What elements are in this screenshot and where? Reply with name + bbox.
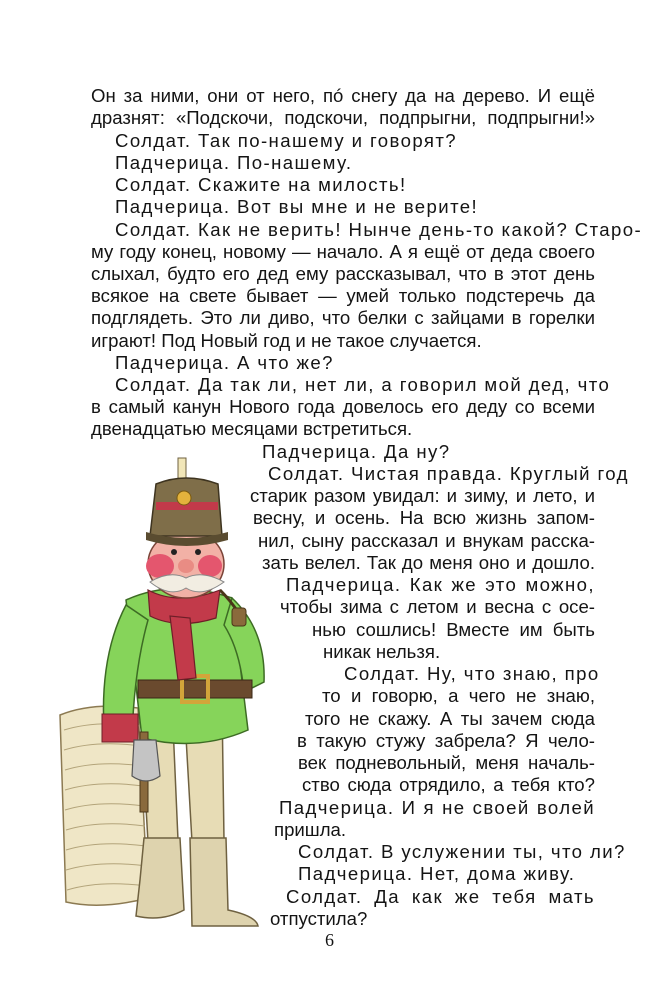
- text-line: зать велел. Так до меня оно и дошло.: [262, 552, 595, 573]
- text-line: Падчерица. Нет, дома живу.: [298, 863, 576, 884]
- text-line: Солдат. Ну, что знаю, про: [344, 663, 600, 684]
- text-line: Солдат. Скажите на милость!: [115, 174, 407, 195]
- text-line: пришла.: [274, 819, 347, 840]
- text-line: Падчерица. А что же?: [115, 352, 334, 373]
- boots: [136, 838, 258, 926]
- text-line: Солдат. Да так ли, нет ли, а говорил мой дед, что: [115, 374, 611, 395]
- text-line: ство сюда отрядило, а тебя кто?: [302, 774, 595, 795]
- text-line: всякое на свете бывает — умей только подстеречь да: [91, 285, 595, 306]
- text-line: чтобы зима с летом и весна с осе-: [280, 596, 595, 617]
- text-line: Солдат. В услужении ты, что ли?: [298, 841, 626, 862]
- text-line: старик разом увидал: и зиму, и лето, и: [250, 485, 595, 506]
- text-line: Солдат. Как не верить! Нынче день-то какой? Старо-: [115, 219, 643, 240]
- text-line: Солдат. Чистая правда. Круглый год: [268, 463, 629, 484]
- text-line: му году конец, новому — начало. А я ещё от деда своего: [91, 241, 595, 262]
- text-line: играют! Под Новый год и не такое случается.: [91, 330, 482, 351]
- text-line: Он за ними, они от него, пó снегу да на дерево. И ещё: [91, 85, 595, 106]
- text-line: нил, сыну рассказал и внукам расска-: [258, 530, 595, 551]
- page-number: 6: [325, 930, 334, 950]
- text-line: Падчерица. По-нашему.: [115, 152, 353, 173]
- text-line: дразнят: «Подскочи, подскочи, подпрыгни, подпрыгни!»: [91, 107, 595, 128]
- text-line: нью сошлись! Вместе им быть: [312, 619, 595, 640]
- hat: [146, 458, 228, 546]
- text-line: в такую стужу забрела? Я чело-: [297, 730, 595, 751]
- text-line: Падчерица. Как же это можно,: [286, 574, 595, 595]
- text-line: никак нельзя.: [323, 641, 441, 662]
- text-line: Падчерица. И я не своей волей: [279, 797, 595, 818]
- text-line: подглядеть. Это ли диво, что белки с зайцами в горелки: [91, 307, 595, 328]
- text-line: того не скажу. А ты зачем сюда: [305, 708, 595, 729]
- text-line: век подневольный, меня началь-: [298, 752, 595, 773]
- text-line: Солдат. Так по-нашему и говорят?: [115, 130, 457, 151]
- text-line: Солдат. Да как же тебя мать: [286, 886, 595, 907]
- text-line: двенадцатью месяцами встретиться.: [91, 418, 413, 439]
- text-line: то и говорю, а чего не знаю,: [322, 685, 595, 706]
- text-line: слыхал, будто его дед ему рассказывал, что в этот день: [91, 263, 595, 284]
- text-line: отпустила?: [270, 908, 368, 929]
- soldier-illustration: [52, 440, 302, 930]
- text-line: весну, и осень. На всю жизнь запом-: [253, 507, 595, 528]
- text-line: Падчерица. Да ну?: [262, 441, 451, 462]
- text-line: в самый канун Нового года довелось его деду со всеми: [91, 396, 595, 417]
- text-line: Падчерица. Вот вы мне и не верите!: [115, 196, 479, 217]
- belt: [138, 676, 252, 702]
